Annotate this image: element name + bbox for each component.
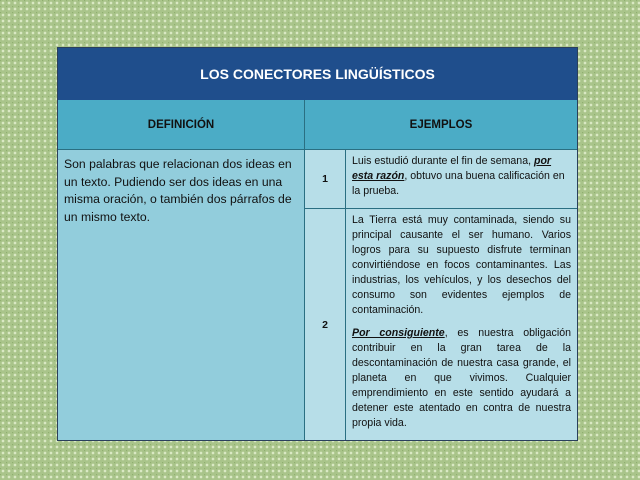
example-cell-2	[346, 209, 577, 440]
example-1-connector: por esta razón	[352, 155, 552, 182]
example-2-after: , es nuestra obligación contribuir en la gran tarea de la descontaminación de nuestra casa grande, el planeta en que vivimos. Cualquier emprendimiento en este sentido ayudará a detener este atentado en contra de nuestra propia vida.	[352, 327, 571, 429]
definition-cell: Son palabras que relacionan dos ideas en un texto. Pudiendo ser dos ideas en una misma oración, o también dos párrafos de un mismo texto.	[58, 150, 305, 440]
table-title: LOS CONECTORES LINGÜÍSTICOS	[58, 48, 577, 101]
example-1-text	[352, 154, 571, 199]
slide-table	[57, 47, 578, 441]
header-ejemplos: EJEMPLOS	[305, 100, 577, 150]
example-cell-1	[346, 150, 577, 209]
example-2-connector: Por consiguiente	[352, 327, 445, 339]
example-number-2: 2	[305, 209, 346, 440]
example-1-before: Luis estudió durante el fin de semana,	[352, 155, 534, 167]
example-1-after: , obtuvo una buena calificación en la prueba.	[352, 170, 565, 197]
example-2-paragraph-1: La Tierra está muy contaminada, siendo su principal causante el ser humano. Varios logros para su supuesto disfrute terminan convirtiéndose en focos contaminantes. Las industrias, los vehículos, y los desechos del consumo son evidentes ejemplos de contaminación.	[352, 214, 571, 316]
example-2-paragraph-2	[352, 326, 571, 431]
header-definicion: DEFINICIÓN	[58, 100, 305, 150]
example-number-1: 1	[305, 150, 346, 209]
